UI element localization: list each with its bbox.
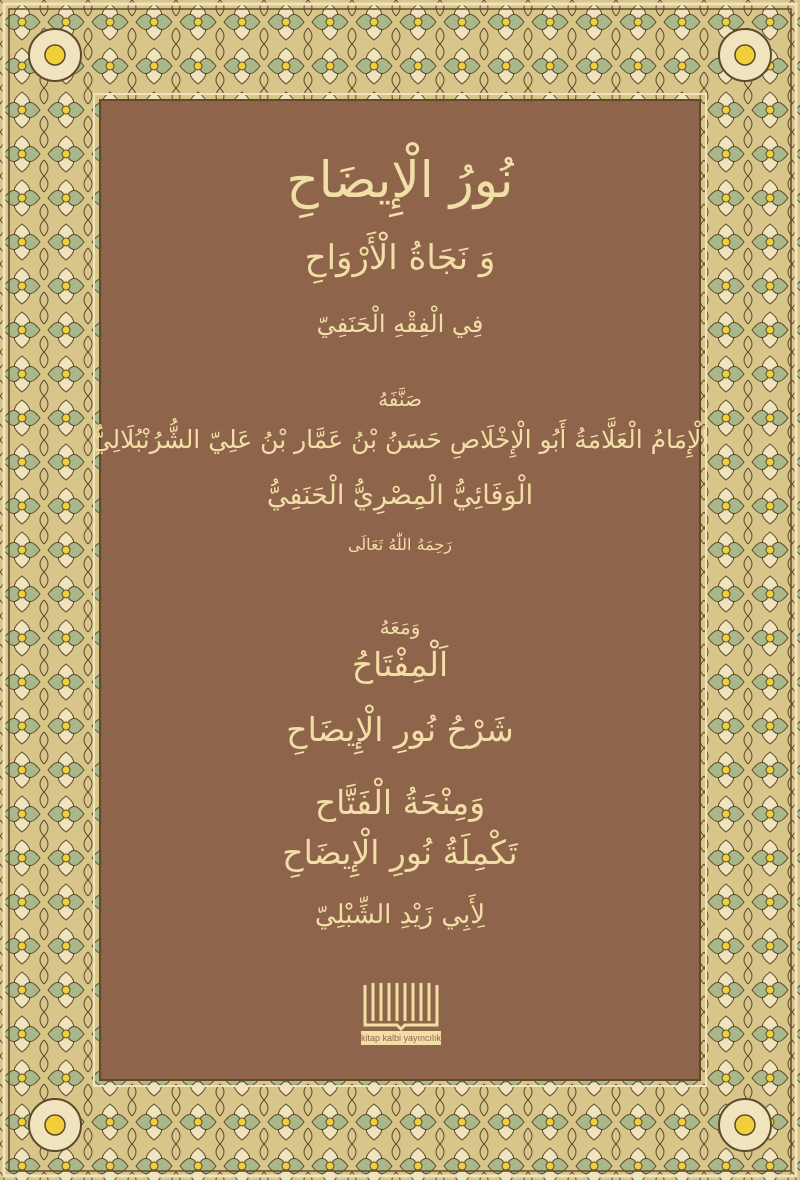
book-title: نُورُ الْإِيضَاحِ (286, 151, 514, 209)
publisher-logo (361, 975, 441, 1047)
second-work-subtitle: شَرْحُ نُورِ الْإِيضَاحِ (286, 710, 514, 749)
third-work-title: وَمِنْحَةُ الْفَتَّاح (314, 783, 486, 822)
third-work-author: لِأَبِي زَيْدِ الشِّبْلِيّ (314, 900, 486, 930)
blessing-text: رَحِمَهُ اللّٰهُ تَعَالَى (347, 535, 453, 554)
author-name-line1: الْإِمَامُ الْعَلَّامَةُ أَبُو الْإِخْلَاصِ حَسَنُ بْنُ عَمَّار بْنُ عَلِيّ الشُّرُنْبُلَالِيُّ (91, 425, 709, 454)
with-label: وَمَعَهُ (379, 615, 421, 639)
open-book-icon (361, 975, 441, 1031)
book-subtitle: وَ نَجَاةُ الْأَرْوَاحِ (304, 238, 496, 278)
title-block (91, 135, 709, 1055)
second-work-title: اَلْمِفْتَاحُ (351, 645, 449, 684)
book-field: فِي الْفِقْهِ الْحَنَفِيّ (316, 310, 484, 338)
author-name-line2: الْوَفَائِيُّ الْمِصْرِيُّ الْحَنَفِيُّ (266, 480, 534, 511)
authored-by-label: صَنَّفَهُ (378, 387, 422, 411)
third-work-subtitle: تَكْمِلَةُ نُورِ الْإِيضَاحِ (282, 833, 518, 872)
publisher-name: kitap kalbi yayıncılık (361, 1033, 441, 1043)
